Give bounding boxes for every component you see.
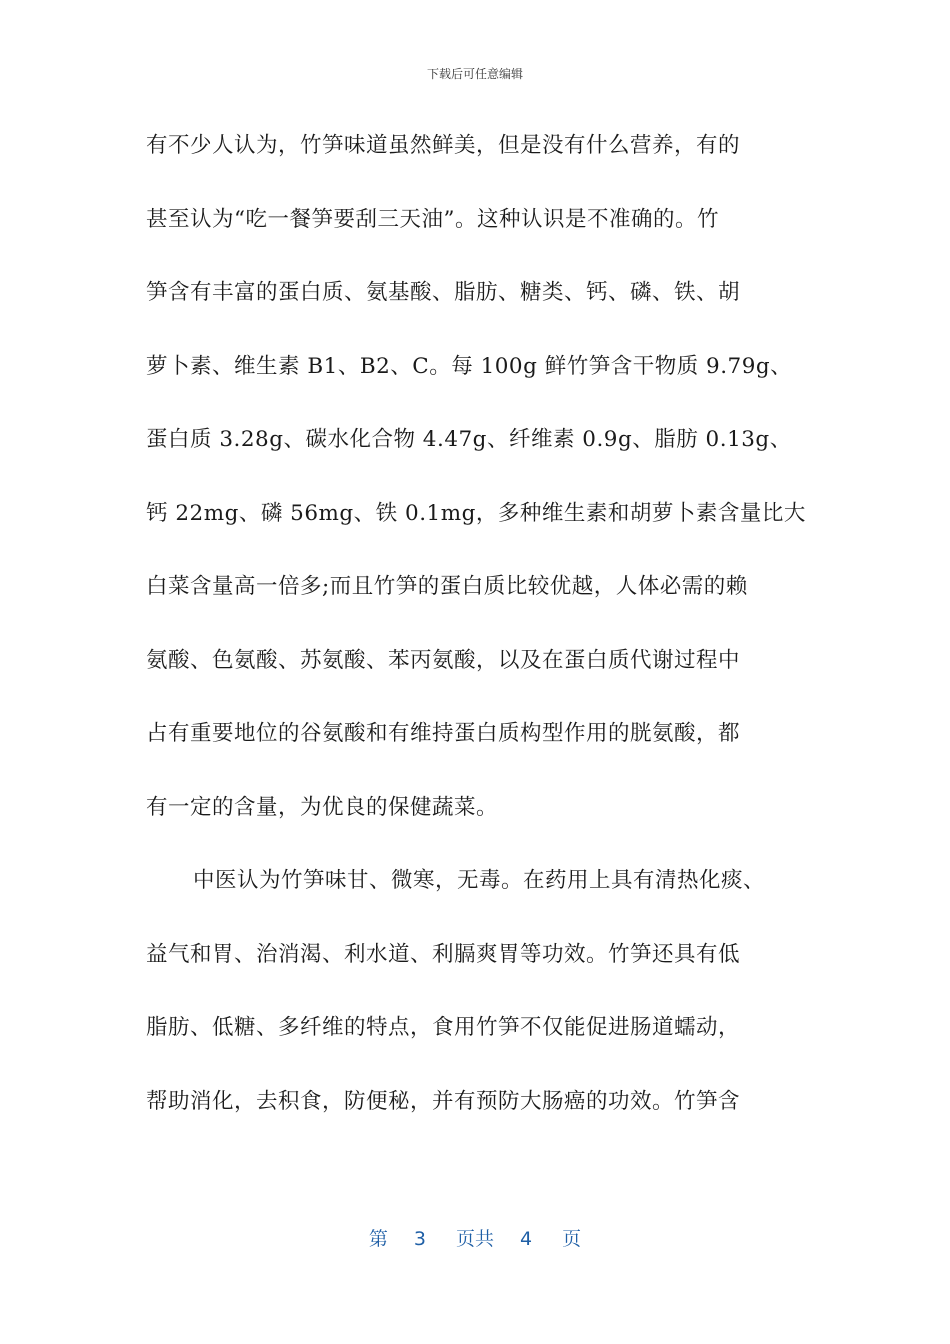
text-line: 钙 22mg、磷 56mg、铁 0.1mg，多种维生素和胡萝卜素含量比大 [146, 500, 806, 526]
current-page-number: 3 [413, 1228, 426, 1250]
text-line: 氨酸、色氨酸、苏氨酸、苯丙氨酸，以及在蛋白质代谢过程中 [146, 647, 741, 673]
page-footer [0, 1226, 950, 1252]
text-line: 有一定的含量，为优良的保健蔬菜。 [146, 794, 499, 820]
text-line: 帮助消化，去积食，防便秘，并有预防大肠癌的功效。竹笋含 [146, 1088, 741, 1114]
paragraph-start-line: 中医认为竹笋味甘、微寒，无毒。在药用上具有清热化痰、 [193, 868, 766, 893]
page-header: 下载后可任意编辑 [426, 67, 523, 81]
text-line: 蛋白质 3.28g、碳水化合物 4.47g、纤维素 0.9g、脂肪 0.13g、 [146, 427, 792, 452]
text-line: 甚至认为“吃一餐笋要刮三天油”。这种认识是不准确的。竹 [146, 206, 719, 232]
text-line: 笋含有丰富的蛋白质、氨基酸、脂肪、糖类、钙、磷、铁、胡 [146, 280, 741, 305]
footer-middle: 页共 [455, 1228, 494, 1250]
text-line: 脂肪、低糖、多纤维的特点，食用竹笋不仅能促进肠道蠕动， [146, 1015, 741, 1040]
footer-suffix: 页 [562, 1228, 582, 1250]
footer-prefix: 第 [368, 1228, 388, 1250]
text-line: 益气和胃、治消渴、利水道、利膈爽胃等功效。竹笋还具有低 [146, 941, 741, 967]
text-line: 占有重要地位的谷氨酸和有维持蛋白质构型作用的胱氨酸，都 [146, 721, 741, 746]
total-page-count: 4 [520, 1228, 533, 1250]
text-line: 白菜含量高一倍多;而且竹笋的蛋白质比较优越，人体必需的赖 [146, 574, 748, 599]
text-line: 萝卜素、维生素 B1、B2、C。每 100g 鲜竹笋含干物质 9.79g、 [146, 353, 793, 379]
text-line: 有不少人认为，竹笋味道虽然鲜美，但是没有什么营养，有的 [146, 133, 741, 158]
document-body [146, 120, 816, 1149]
